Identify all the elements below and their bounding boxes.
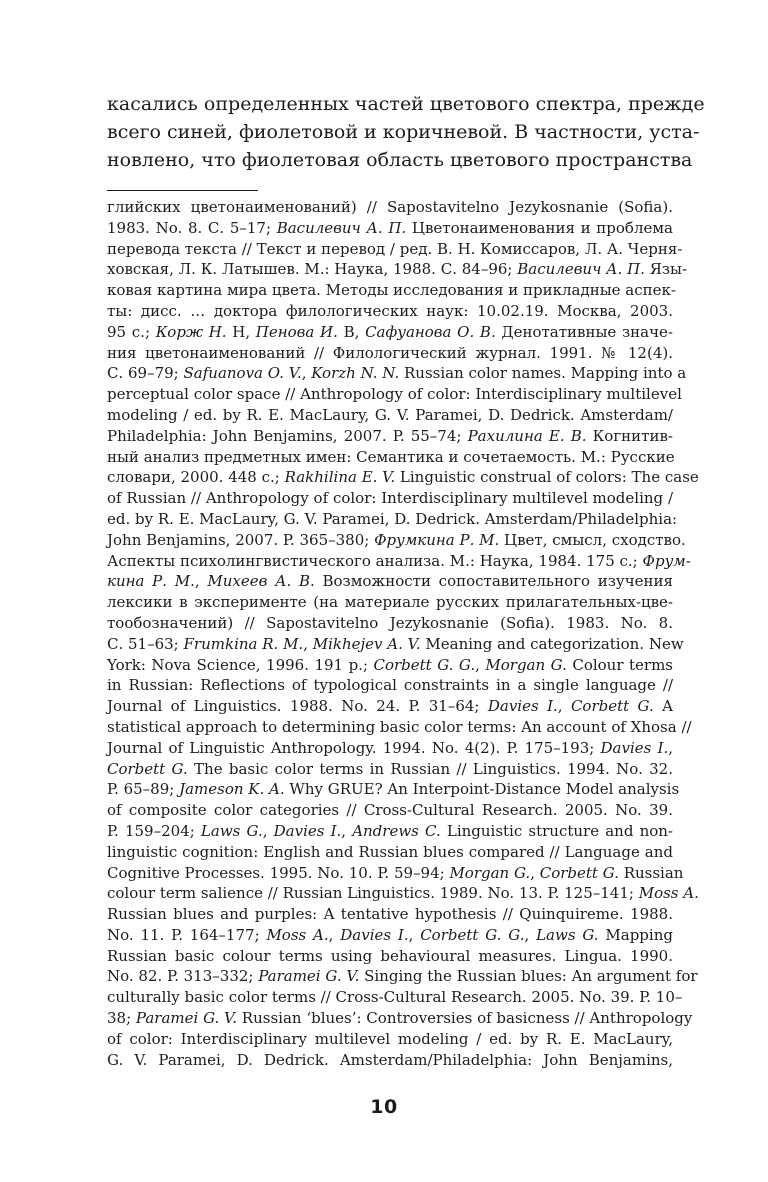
footnote-run: , <box>475 655 486 674</box>
footnote-italic-run: Moss A. <box>266 925 329 944</box>
footnote-line <box>107 925 673 946</box>
footnote-line <box>107 1029 673 1050</box>
footnote-run: , <box>530 863 540 882</box>
footnote-italic-run: Jameson K. A. <box>179 780 285 799</box>
footnote-line <box>107 717 692 738</box>
footnote-line <box>107 863 684 884</box>
footnote-line <box>107 842 673 863</box>
footnote-run: Why GRUE? An Interpoint-Distance Model analysis <box>284 780 680 799</box>
footnote-run: of Russian // Anthropology of color: Interdisciplinary multilevel modeling / <box>107 489 673 508</box>
footnote-run: тообозначений) // Sapostavitelno Jezykosnanie (Sofia). 1983. No. 8. <box>107 613 673 632</box>
footnote-line <box>107 613 673 634</box>
footnote-run: ный анализ предметных имен: Семантика и сочетаемость. М.: Русские <box>107 447 675 466</box>
footnote-line <box>107 821 673 842</box>
footnote-run: Linguistic structure and non- <box>440 821 673 840</box>
footnote-line <box>107 259 688 280</box>
footnote-run: Russian ‘blues’: Controversies of basicness // Anthropology <box>237 1009 693 1028</box>
footnote-line <box>107 280 676 301</box>
footnote-run: , <box>303 634 313 653</box>
footnote-italic-run: Corbett G. G. <box>373 655 476 674</box>
footnote-separator <box>107 190 258 191</box>
footnote-line <box>107 1008 693 1029</box>
footnote-italic-run: Сафуанова О. В. <box>365 322 496 341</box>
footnote-run: Возможности сопоставительного изучения <box>314 572 674 591</box>
footnote-line <box>107 675 673 696</box>
footnote-run: Russian blues and purples: A tentative hypothesis // Quinquireme. 1988. <box>107 905 673 924</box>
footnote-line <box>107 551 691 572</box>
footnote-run: , <box>557 697 571 716</box>
footnote-run: , <box>524 925 537 944</box>
footnote-italic-run: Рахилина Е. В. <box>467 426 587 445</box>
footnote-italic-run: Corbett G. <box>107 759 188 778</box>
footnote-line <box>107 592 673 613</box>
footnote-run: ты: дисс. … доктора филологических наук: 10.02.19. Москва, 2003. <box>107 301 673 320</box>
footnote-run: ковая картина мира цвета. Методы исследования и прикладные аспек- <box>107 281 676 300</box>
footnote-line <box>107 1050 673 1071</box>
footnote-run: Russian basic colour terms using behavioural measures. Lingua. 1990. <box>107 946 673 965</box>
footnote-line <box>107 301 673 322</box>
footnote-line <box>107 696 673 717</box>
footnote-run: perceptual color space // Anthropology of color: Interdisciplinary multilevel <box>107 385 682 404</box>
footnote-run: modeling / ed. by R. E. MacLaury, G. V. Paramei, D. Dedrick. Amsterdam/ <box>107 405 673 424</box>
footnote-line <box>107 904 673 925</box>
footnote <box>107 197 699 1070</box>
footnote-run: , <box>341 821 353 840</box>
footnote-run: in Russian: Reflections of typological constraints in a single language // <box>107 676 673 695</box>
footnote-run: Mapping <box>598 925 673 944</box>
footnote-italic-run: Корж Н. <box>155 322 227 341</box>
footnote-run: G. V. Paramei, D. Dedrick. Amsterdam/Philadelphia: John Benjamins, <box>107 1050 673 1069</box>
footnote-line <box>107 883 699 904</box>
footnote-line <box>107 384 682 405</box>
footnote-italic-run: Corbett G. <box>539 863 619 882</box>
footnote-italic-run: Davies I. <box>340 925 409 944</box>
footnote-run: С. 51–63; <box>107 634 184 653</box>
footnote-run: Singing the Russian blues: An argument for <box>359 967 698 986</box>
footnote-run: Colour terms <box>566 655 673 674</box>
footnote-italic-run: Laws G. <box>536 925 599 944</box>
footnote-line <box>107 800 673 821</box>
footnote-italic-run: Morgan G. <box>449 863 531 882</box>
footnote-run: , <box>262 821 274 840</box>
footnote-line <box>107 343 673 364</box>
footnote-run: culturally basic color terms // Cross-Cultural Research. 2005. No. 39. P. 10– <box>107 988 683 1007</box>
footnote-italic-run: Михеев А. В. <box>207 572 315 591</box>
footnote-italic-run: Morgan G. <box>485 655 567 674</box>
footnote-run: Cognitive Processes. 1995. No. 10. P. 59–94; <box>107 863 450 882</box>
footnote-run: Аспекты психолингвистического анализа. М.: Наука, 1984. 175 с.; <box>107 551 643 570</box>
footnote-run: statistical approach to determining basic color terms: An account of Xhosa // <box>107 717 692 736</box>
footnote-italic-run: Korzh N. N. <box>311 364 400 383</box>
footnote-italic-run: Corbett G. <box>570 697 654 716</box>
footnote-run: 95 с.; <box>107 322 156 341</box>
footnote-italic-run: Davies I. <box>273 821 342 840</box>
footnote-line <box>107 426 673 447</box>
footnote-italic-run: Mikhejev A. V. <box>312 634 421 653</box>
footnote-run: 38; <box>107 1009 136 1028</box>
footnote-line <box>107 239 683 260</box>
footnote-italic-run: Василевич А. П. <box>517 260 645 279</box>
footnote-run: of composite color categories // Cross-Cultural Research. 2005. No. 39. <box>107 801 673 820</box>
footnote-run: Денотативные значе- <box>495 322 673 341</box>
footnote-italic-run: Фрум- <box>642 551 691 570</box>
footnote-italic-run: Frumkina R. M. <box>183 634 304 653</box>
footnote-italic-run: Safuanova O. V. <box>183 364 302 383</box>
footnote-run: ed. by R. E. MacLaury, G. V. Paramei, D. Dedrick. Amsterdam/Philadelphia: <box>107 509 678 528</box>
footnote-run: , <box>408 925 421 944</box>
footnote-run: No. 11. P. 164–177; <box>107 925 267 944</box>
footnote-line <box>107 447 673 468</box>
footnote-line <box>107 571 673 592</box>
footnote-line <box>107 467 699 488</box>
footnote-italic-run: Василевич А. П. <box>276 218 407 237</box>
footnote-italic-run: Пенова И. <box>255 322 338 341</box>
page-number: 10 <box>370 1096 398 1118</box>
main-text-line: касались определенных частей цветового спектра, прежде <box>107 93 705 115</box>
footnote-italic-run: Andrews C. <box>352 821 441 840</box>
footnote-run: P. 65–89; <box>107 780 180 799</box>
footnote-italic-run: Rakhilina E. V. <box>284 468 396 487</box>
footnote-run: Н, <box>226 322 256 341</box>
footnote-run: Journal of Linguistics. 1988. No. 24. P. 31–64; <box>107 697 488 716</box>
footnote-line <box>107 987 683 1008</box>
footnote-run: of color: Interdisciplinary multilevel modeling / ed. by R. E. MacLaury, <box>107 1029 673 1048</box>
footnote-run: The basic color terms in Russian // Linguistics. 1994. No. 32. <box>187 759 673 778</box>
footnote-run: , <box>301 364 312 383</box>
footnote-run: словари, 2000. 448 с.; <box>107 468 285 487</box>
footnote-run: York: Nova Science, 1996. 191 p.; <box>107 655 374 674</box>
footnote-run: colour term salience // Russian Linguistics. 1989. No. 13. P. 125–141; <box>107 884 639 903</box>
footnote-run: No. 82. P. 313–332; <box>107 967 259 986</box>
footnote-run: Journal of Linguistic Anthropology. 1994. No. 4(2). P. 175–193; <box>107 738 601 757</box>
footnote-run: Когнитив- <box>586 426 673 445</box>
footnote-line <box>107 655 673 676</box>
footnote-run: лексики в эксперименте (на материале русских прилагательных-цве- <box>107 593 673 612</box>
footnote-line <box>107 197 673 218</box>
footnote-line <box>107 946 673 967</box>
footnote-run: Цвет, смысл, сходство. <box>499 530 686 549</box>
footnote-italic-run: Davies I. <box>487 697 558 716</box>
footnote-italic-run: кина Р. М. <box>107 572 195 591</box>
footnote-line <box>107 634 684 655</box>
main-text <box>107 90 705 174</box>
footnote-run: linguistic cognition: English and Russian blues compared // Language and <box>107 842 673 861</box>
footnote-run: С. 69–79; <box>107 364 184 383</box>
footnote-line <box>107 322 673 343</box>
footnote-line <box>107 738 673 759</box>
footnote-italic-run: Davies I. <box>600 738 669 757</box>
footnote-run: John Benjamins, 2007. P. 365–380; <box>107 530 375 549</box>
footnote-run: 1983. No. 8. С. 5–17; <box>107 218 277 237</box>
footnote-italic-run: Фрумкина Р. М. <box>374 530 500 549</box>
footnote-line <box>107 509 678 530</box>
footnote-run: Russian color names. Mapping into a <box>399 364 687 383</box>
footnote-line <box>107 488 673 509</box>
footnote-run: P. 159–204; <box>107 821 201 840</box>
footnote-run: Язы- <box>644 260 688 279</box>
footnote-line <box>107 218 673 239</box>
footnote-italic-run: Corbett G. G. <box>420 925 525 944</box>
main-text-line: всего синей, фиолетовой и коричневой. В частности, уста- <box>107 121 700 143</box>
footnote-run: , <box>668 738 674 757</box>
footnote-run: глийских цветонаименований) // Sapostavitelno Jezykosnanie (Sofia). <box>107 198 673 216</box>
footnote-line <box>107 405 673 426</box>
footnote-run: ния цветонаименований // Филологический журнал. 1991. № 12(4). <box>107 343 673 362</box>
footnote-run: В, <box>337 322 366 341</box>
footnote-run: перевода текста // Текст и перевод / ред. В. Н. Комиссаров, Л. А. Черня- <box>107 239 683 258</box>
footnote-line <box>107 966 698 987</box>
footnote-italic-run: Paramei G. V. <box>135 1009 238 1028</box>
footnote-line <box>107 530 686 551</box>
footnote-run: ховская, Л. К. Латышев. М.: Наука, 1988. С. 84–96; <box>107 260 518 279</box>
footnote-run: Цветонаименования и проблема <box>406 218 673 237</box>
footnote-run: A <box>653 697 673 716</box>
footnote-line <box>107 759 673 780</box>
footnote-line <box>107 363 687 384</box>
footnote-line <box>107 779 680 800</box>
footnote-run: Meaning and categorization. New <box>420 634 684 653</box>
footnote-italic-run: Moss A. <box>638 884 699 903</box>
footnote-run: Linguistic construal of colors: The case <box>395 468 699 487</box>
footnote-run: Philadelphia: John Benjamins, 2007. P. 55–74; <box>107 426 468 445</box>
footnote-run: , <box>194 572 208 591</box>
main-text-line: новлено, что фиолетовая область цветового пространства <box>107 149 693 171</box>
footnote-italic-run: Paramei G. V. <box>258 967 360 986</box>
footnote-run: , <box>328 925 341 944</box>
footnote-italic-run: Laws G. <box>200 821 263 840</box>
footnote-run: Russian <box>618 863 684 882</box>
